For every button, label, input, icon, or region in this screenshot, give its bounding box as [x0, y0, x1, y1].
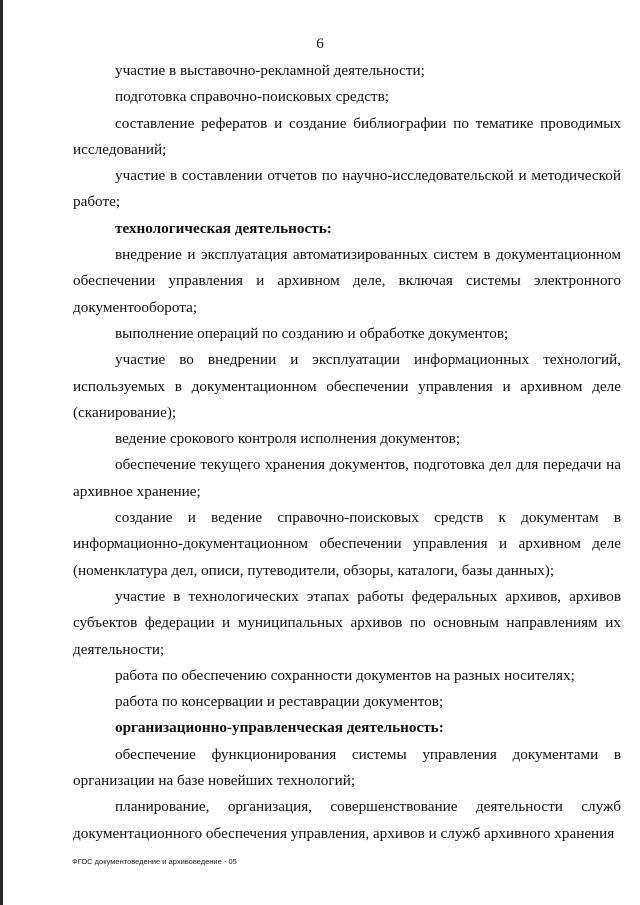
paragraph: планирование, организация, совершенствование деятельности служб документационного обеспечения управления, архивов и служб архивного хранения [73, 798, 621, 842]
paragraph: внедрение и эксплуатация автоматизированных систем в документационном обеспечении управления и архивном деле, включая системы электронного документооборота; [73, 246, 621, 316]
paragraph: участие в выставочно-рекламной деятельности; [115, 62, 425, 79]
paragraph: работа по обеспечению сохранности документов на разных носителях; [115, 666, 575, 684]
paragraph: обеспечение функционирования системы управления документами в организации на базе новейших технологий; [73, 745, 621, 790]
paragraph: обеспечение текущего хранения документов, подготовка дел для передачи на архивное хранение; [73, 456, 621, 500]
paragraph: ведение срокового контроля исполнения документов; [115, 430, 461, 448]
paragraph: выполнение операций по созданию и обработке документов; [115, 324, 509, 342]
scan-edge-shadow [0, 0, 3, 905]
paragraph: участие в технологических этапах работы федеральных архивов, архивов субъектов федерации и муниципальных архивов по основным направлениям их деятельности; [73, 587, 621, 658]
footer-note: ФГОС документоведение и архивоведение - 05 [72, 857, 237, 866]
paragraph: составление рефератов и создание библиографии по тематике проводимых исследований; [73, 114, 621, 158]
body-text [73, 58, 621, 847]
section-heading: технологическая деятельность: [115, 219, 332, 237]
section-heading: организационно-управленческая деятельность: [115, 719, 444, 737]
page-number: 6 [316, 36, 324, 52]
paragraph: работа по консервации и реставрации документов; [115, 693, 444, 711]
paragraph: создание и ведение справочно-поисковых средств к документам в информационно-документационном обеспечении управления и архивном деле (номенклатура дел, описи, путеводители, обзоры, каталоги, базы данных); [73, 509, 621, 579]
paragraph: участие во внедрении и эксплуатации информационных технологий, используемых в документационном обеспечении управления и архивном деле (сканирование); [73, 351, 621, 421]
paragraph: участие в составлении отчетов по научно-исследовательской и методической работе; [73, 167, 621, 211]
paragraph: подготовка справочно-поисковых средств; [115, 88, 389, 106]
